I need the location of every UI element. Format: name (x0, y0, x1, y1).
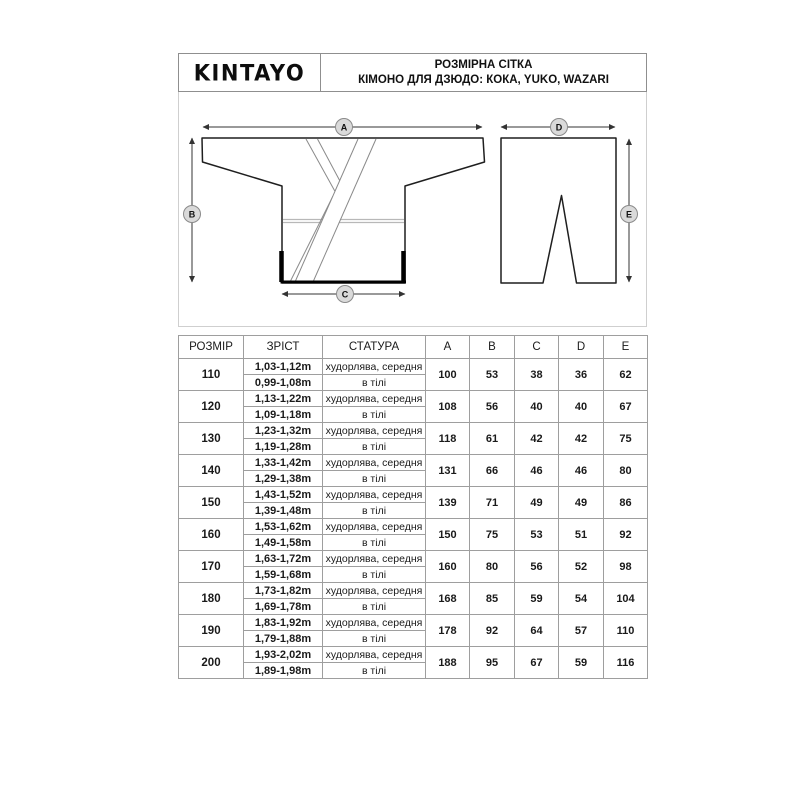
height-range-top: 1,53-1,62m (244, 519, 323, 535)
document-title (321, 54, 646, 91)
height-range-top: 1,13-1,22m (244, 391, 323, 407)
dimension-value: 67 (604, 391, 648, 423)
size-row (179, 487, 648, 503)
dimension-value: 52 (559, 551, 604, 583)
dimension-value: 57 (559, 615, 604, 647)
dimension-value: 49 (515, 487, 559, 519)
dimension-value: 131 (426, 455, 470, 487)
stature-line-1: худорлява, середня (323, 423, 426, 439)
height-range-bottom: 1,79-1,88m (244, 631, 323, 647)
size-value: 140 (179, 455, 244, 487)
dimension-value: 67 (515, 647, 559, 679)
header-dim-c: C (515, 336, 559, 359)
label-e: E (625, 209, 633, 220)
size-value: 120 (179, 391, 244, 423)
size-value: 130 (179, 423, 244, 455)
height-range-bottom: 1,59-1,68m (244, 567, 323, 583)
dimension-value: 92 (470, 615, 515, 647)
dimension-value: 51 (559, 519, 604, 551)
height-range-bottom: 1,69-1,78m (244, 599, 323, 615)
header-dim-b: B (470, 336, 515, 359)
dimension-value: 188 (426, 647, 470, 679)
dimension-value: 62 (604, 359, 648, 391)
label-a: A (340, 122, 348, 133)
height-range-bottom: 1,09-1,18m (244, 407, 323, 423)
stature-line-1: худорлява, середня (323, 455, 426, 471)
height-range-top: 1,63-1,72m (244, 551, 323, 567)
stature-line-1: худорлява, середня (323, 647, 426, 663)
dimension-value: 49 (559, 487, 604, 519)
size-table-header-row (179, 336, 648, 359)
dimension-value: 168 (426, 583, 470, 615)
title-line-2: КІМОНО ДЛЯ ДЗЮДО: КОКА, YUKO, WAZARI (358, 73, 609, 86)
dimension-value: 40 (515, 391, 559, 423)
dimension-value: 42 (515, 423, 559, 455)
stature-line-2: в тілі (323, 599, 426, 615)
dimension-value: 139 (426, 487, 470, 519)
stature-line-1: худорлява, середня (323, 391, 426, 407)
pants-drawing (501, 138, 616, 283)
size-value: 200 (179, 647, 244, 679)
height-range-top: 1,43-1,52m (244, 487, 323, 503)
size-row (179, 519, 648, 535)
jacket-drawing (202, 138, 485, 283)
title-line-1: РОЗМІРНА СІТКА (434, 58, 533, 71)
kimono-diagram (179, 92, 646, 326)
dimension-value: 53 (515, 519, 559, 551)
dimension-value: 104 (604, 583, 648, 615)
dimension-value: 92 (604, 519, 648, 551)
height-range-bottom: 1,89-1,98m (244, 663, 323, 679)
size-table (178, 335, 648, 679)
height-range-bottom: 1,29-1,38m (244, 471, 323, 487)
header-dim-a: A (426, 336, 470, 359)
size-row (179, 455, 648, 471)
dimension-value: 36 (559, 359, 604, 391)
size-value: 110 (179, 359, 244, 391)
height-range-top: 1,73-1,82m (244, 583, 323, 599)
stature-line-2: в тілі (323, 407, 426, 423)
size-value: 190 (179, 615, 244, 647)
dimension-value: 61 (470, 423, 515, 455)
stature-line-2: в тілі (323, 471, 426, 487)
size-table-body (179, 359, 648, 679)
dimension-value: 75 (604, 423, 648, 455)
header-stature: СТАТУРА (323, 336, 426, 359)
label-d: D (555, 122, 563, 133)
dimension-value: 59 (559, 647, 604, 679)
label-b: B (188, 209, 196, 220)
height-range-bottom: 1,19-1,28m (244, 439, 323, 455)
brand-logo-cell (179, 54, 321, 91)
stature-line-1: худорлява, середня (323, 519, 426, 535)
size-row (179, 551, 648, 567)
stature-line-2: в тілі (323, 375, 426, 391)
height-range-bottom: 0,99-1,08m (244, 375, 323, 391)
dimension-value: 66 (470, 455, 515, 487)
dimension-value: 40 (559, 391, 604, 423)
dimension-value: 85 (470, 583, 515, 615)
stature-line-2: в тілі (323, 535, 426, 551)
height-range-top: 1,03-1,12m (244, 359, 323, 375)
height-range-top: 1,83-1,92m (244, 615, 323, 631)
size-value: 160 (179, 519, 244, 551)
dimension-value: 100 (426, 359, 470, 391)
stature-line-2: в тілі (323, 631, 426, 647)
header-height: ЗРІСТ (244, 336, 323, 359)
document-header (178, 53, 647, 92)
dimension-value: 86 (604, 487, 648, 519)
dimension-value: 71 (470, 487, 515, 519)
height-range-top: 1,93-2,02m (244, 647, 323, 663)
dimension-value: 108 (426, 391, 470, 423)
size-value: 180 (179, 583, 244, 615)
height-range-top: 1,23-1,32m (244, 423, 323, 439)
dimension-value: 56 (470, 391, 515, 423)
dimension-value: 150 (426, 519, 470, 551)
pants-outline (501, 138, 616, 283)
dimension-value: 46 (559, 455, 604, 487)
dimension-value: 80 (470, 551, 515, 583)
dimension-value: 75 (470, 519, 515, 551)
label-c: C (341, 289, 349, 300)
size-row (179, 391, 648, 407)
dimension-value: 59 (515, 583, 559, 615)
dimension-value: 53 (470, 359, 515, 391)
size-row (179, 647, 648, 663)
header-dim-e: E (604, 336, 648, 359)
dimension-value: 118 (426, 423, 470, 455)
stature-line-1: худорлява, середня (323, 487, 426, 503)
stature-line-1: худорлява, середня (323, 615, 426, 631)
measurement-diagram-section (178, 92, 647, 327)
size-value: 170 (179, 551, 244, 583)
size-row (179, 423, 648, 439)
size-row (179, 615, 648, 631)
header-size: РОЗМІР (179, 336, 244, 359)
size-value: 150 (179, 487, 244, 519)
stature-line-2: в тілі (323, 567, 426, 583)
dimension-value: 46 (515, 455, 559, 487)
dimension-value: 160 (426, 551, 470, 583)
dimension-value: 38 (515, 359, 559, 391)
dimension-value: 116 (604, 647, 648, 679)
brand-logo: KINTAYO (193, 59, 306, 86)
stature-line-2: в тілі (323, 663, 426, 679)
stature-line-2: в тілі (323, 503, 426, 519)
dimension-value: 54 (559, 583, 604, 615)
size-row (179, 359, 648, 375)
dimension-value: 42 (559, 423, 604, 455)
dimension-value: 64 (515, 615, 559, 647)
size-row (179, 583, 648, 599)
header-dim-d: D (559, 336, 604, 359)
dimension-value: 98 (604, 551, 648, 583)
stature-line-1: худорлява, середня (323, 359, 426, 375)
dimension-value: 178 (426, 615, 470, 647)
dimension-value: 56 (515, 551, 559, 583)
stature-line-2: в тілі (323, 439, 426, 455)
stature-line-1: худорлява, середня (323, 583, 426, 599)
height-range-top: 1,33-1,42m (244, 455, 323, 471)
dimension-value: 95 (470, 647, 515, 679)
stature-line-1: худорлява, середня (323, 551, 426, 567)
dimension-value: 80 (604, 455, 648, 487)
dimension-value: 110 (604, 615, 648, 647)
height-range-bottom: 1,49-1,58m (244, 535, 323, 551)
height-range-bottom: 1,39-1,48m (244, 503, 323, 519)
